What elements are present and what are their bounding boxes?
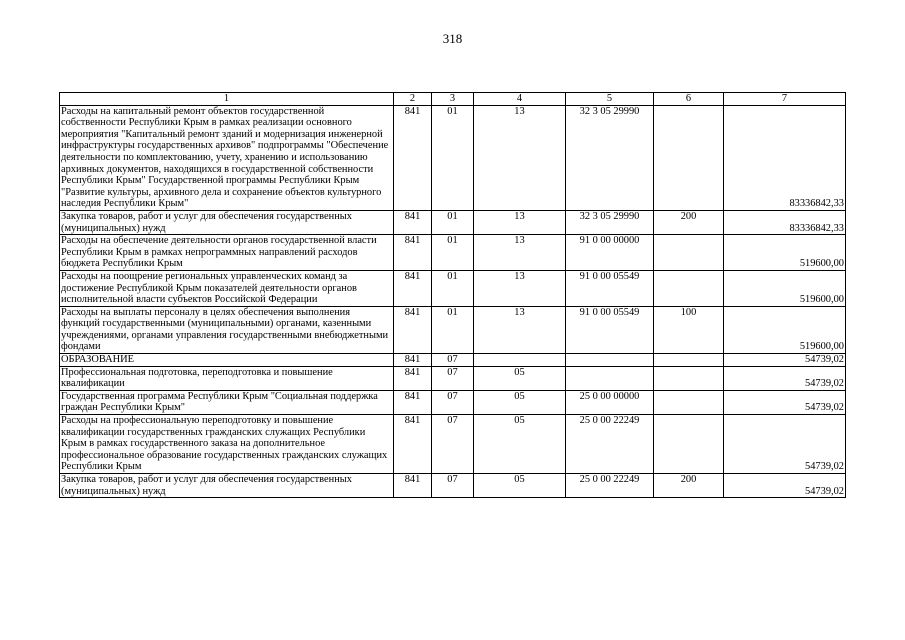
amount: 519600,00 — [724, 270, 846, 306]
page-number: 318 — [442, 31, 463, 46]
ministry-code: 841 — [394, 415, 432, 474]
table-row — [60, 270, 846, 306]
amount: 54739,02 — [724, 474, 846, 498]
section-code: 07 — [432, 366, 474, 390]
table-row — [60, 306, 846, 353]
section-code: 07 — [432, 390, 474, 414]
subsection-code: 05 — [474, 366, 566, 390]
target-article-code: 91 0 00 05549 — [566, 306, 654, 353]
target-article-code: 32 3 05 29990 — [566, 210, 654, 234]
row-description: Закупка товаров, работ и услуг для обеспечения государственных (муниципальных) нужд — [60, 210, 394, 234]
row-description: Государственная программа Республики Крым "Социальная поддержка граждан Республики Крым" — [60, 390, 394, 414]
target-article-code: 91 0 00 00000 — [566, 235, 654, 271]
row-description: Расходы на выплаты персоналу в целях обеспечения выполнения функций государственными (муниципальными) органами, казенными учреждениями, органами управления государственными внебюджетными фондами — [60, 306, 394, 353]
amount: 54739,02 — [724, 354, 846, 367]
ministry-code: 841 — [394, 354, 432, 367]
table-row — [60, 210, 846, 234]
section-code: 01 — [432, 235, 474, 271]
row-description: ОБРАЗОВАНИЕ — [60, 354, 394, 367]
row-description: Расходы на капитальный ремонт объектов государственной собственности Республики Крым в рамках реализации основного мероприятия "Капитальный ремонт зданий и модернизация инженерной инфраструктуры государственных архивов" подпрограммы "Обеспечение деятельности по комплектованию, учету, хранению и использованию архивных документов, находящихся в государственной собственности Республики Крым" Государственной программы Республики Крым "Развитие культуры, архивного дела и сохранение объектов культурного наследия Республики Крым" — [60, 105, 394, 210]
ministry-code: 841 — [394, 270, 432, 306]
target-article-code: 25 0 00 22249 — [566, 415, 654, 474]
target-article-code — [566, 354, 654, 367]
subsection-code — [474, 354, 566, 367]
expense-type-code: 200 — [654, 474, 724, 498]
section-code: 07 — [432, 474, 474, 498]
ministry-code: 841 — [394, 390, 432, 414]
expense-type-code: 100 — [654, 306, 724, 353]
expense-type-code: 200 — [654, 210, 724, 234]
column-header: 2 — [394, 93, 432, 106]
target-article-code: 91 0 00 05549 — [566, 270, 654, 306]
subsection-code: 13 — [474, 235, 566, 271]
section-code: 07 — [432, 415, 474, 474]
column-header: 6 — [654, 93, 724, 106]
subsection-code: 05 — [474, 390, 566, 414]
header-row — [60, 93, 846, 106]
ministry-code: 841 — [394, 306, 432, 353]
section-code: 01 — [432, 210, 474, 234]
column-header: 4 — [474, 93, 566, 106]
row-description: Закупка товаров, работ и услуг для обеспечения государственных (муниципальных) нужд — [60, 474, 394, 498]
table-row — [60, 415, 846, 474]
table-row — [60, 390, 846, 414]
target-article-code: 25 0 00 22249 — [566, 474, 654, 498]
ministry-code: 841 — [394, 474, 432, 498]
subsection-code: 05 — [474, 415, 566, 474]
ministry-code: 841 — [394, 210, 432, 234]
ministry-code: 841 — [394, 105, 432, 210]
section-code: 07 — [432, 354, 474, 367]
table-row — [60, 105, 846, 210]
row-description: Расходы на обеспечение деятельности органов государственной власти Республики Крым в рамках непрограммных направлений расходов бюджета Республики Крым — [60, 235, 394, 271]
section-code: 01 — [432, 105, 474, 210]
expense-type-code — [654, 390, 724, 414]
subsection-code: 13 — [474, 270, 566, 306]
amount: 83336842,33 — [724, 105, 846, 210]
target-article-code: 32 3 05 29990 — [566, 105, 654, 210]
table-row — [60, 366, 846, 390]
expense-type-code — [654, 270, 724, 306]
expense-type-code — [654, 366, 724, 390]
amount: 519600,00 — [724, 306, 846, 353]
column-header: 3 — [432, 93, 474, 106]
subsection-code: 13 — [474, 306, 566, 353]
amount: 54739,02 — [724, 390, 846, 414]
amount: 83336842,33 — [724, 210, 846, 234]
section-code: 01 — [432, 306, 474, 353]
table-row — [60, 354, 846, 367]
table-row — [60, 235, 846, 271]
section-code: 01 — [432, 270, 474, 306]
row-description: Профессиональная подготовка, переподготовка и повышение квалификации — [60, 366, 394, 390]
subsection-code: 05 — [474, 474, 566, 498]
target-article-code — [566, 366, 654, 390]
expense-type-code — [654, 354, 724, 367]
row-description: Расходы на профессиональную переподготовку и повышение квалификации государственных гражданских служащих Республики Крым в рамках государственного заказа на дополнительное профессиональное образование государственных гражданских служащих Республики Крым — [60, 415, 394, 474]
amount: 54739,02 — [724, 366, 846, 390]
expense-type-code — [654, 415, 724, 474]
ministry-code: 841 — [394, 235, 432, 271]
expense-type-code — [654, 105, 724, 210]
budget-table — [59, 92, 846, 498]
amount: 519600,00 — [724, 235, 846, 271]
column-header: 1 — [60, 93, 394, 106]
target-article-code: 25 0 00 00000 — [566, 390, 654, 414]
column-header: 7 — [724, 93, 846, 106]
ministry-code: 841 — [394, 366, 432, 390]
amount: 54739,02 — [724, 415, 846, 474]
table-row — [60, 474, 846, 498]
expense-type-code — [654, 235, 724, 271]
subsection-code: 13 — [474, 210, 566, 234]
column-header: 5 — [566, 93, 654, 106]
subsection-code: 13 — [474, 105, 566, 210]
row-description: Расходы на поощрение региональных управленческих команд за достижение Республикой Крым показателей деятельности органов исполнительной власти субъектов Российской Федерации — [60, 270, 394, 306]
